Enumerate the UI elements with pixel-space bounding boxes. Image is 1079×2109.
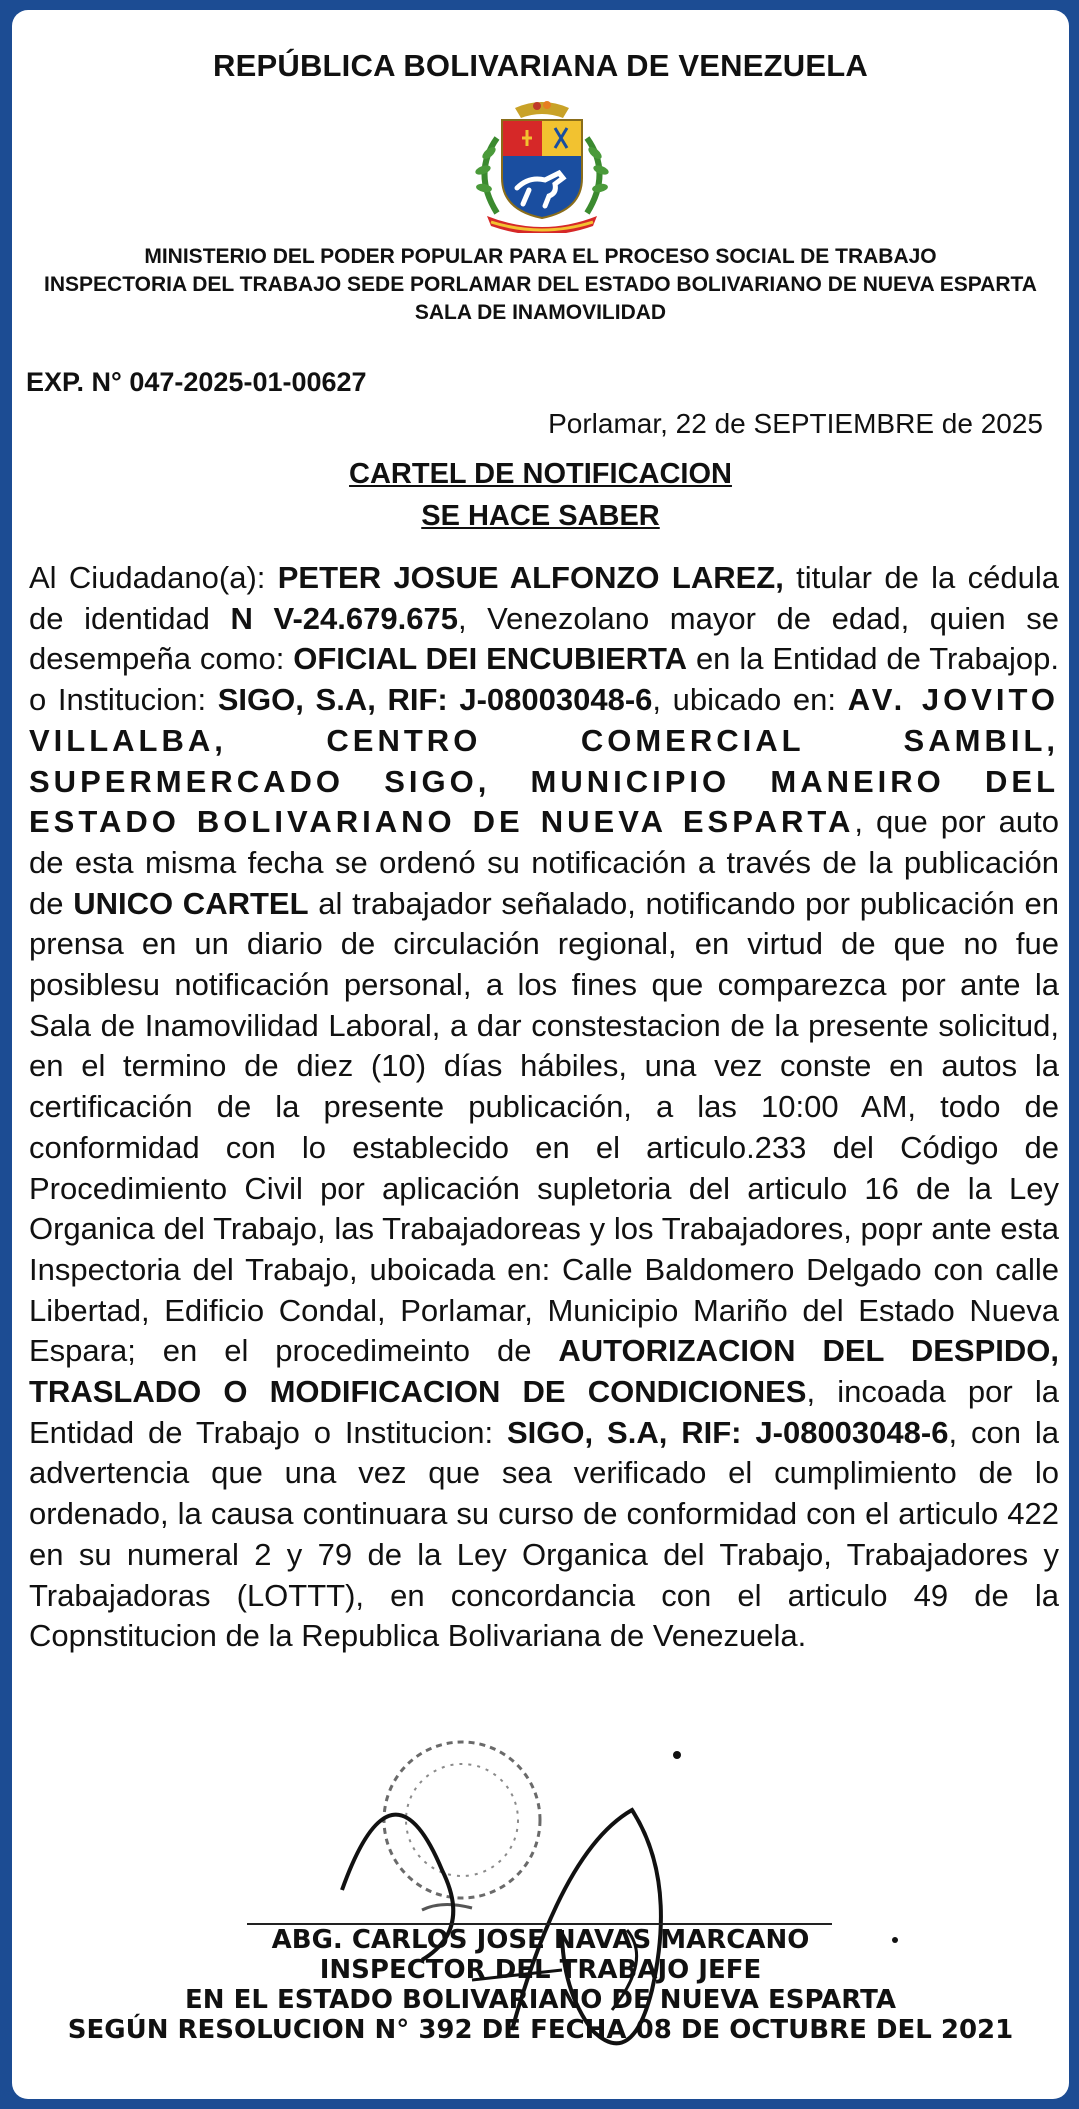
procedure-name: AUTORIZACION DEL DESPIDO, TRASLADO O MODIFICACION DE CONDICIONES: [29, 1333, 1059, 1410]
ministry-line-3: SALA DE INAMOVILIDAD: [414, 301, 667, 324]
body-text: , ubicado en:: [652, 682, 848, 718]
citizen-name: PETER JOSUE ALFONZO LAREZ,: [277, 560, 784, 595]
country-heading: REPÚBLICA BOLIVARIANA DE VENEZUELA: [213, 48, 868, 83]
body-text: , con la advertencia que una vez que sea verificado el cumplimiento de lo ordenado, la causa continuara su curso de conformidad con el articulo 422 en su numeral 2 y 79 de la Ley Organica del Trabajo, Trabajadores y Trabajadoras (LOTTT), en concordancia con el articulo 49 de la Copnstitucion de la Republica Bolivariana de Venezuela.: [29, 1414, 1060, 1654]
company-address: AV. JOVITO VILLALBA, CENTRO COMERCIAL SAMBIL, SUPERMERCADO SIGO, MUNICIPIO MANEIRO DEL ESTADO BOLIVARIANO DE NUEVA ESPARTA: [29, 682, 1060, 840]
notice-body: [29, 558, 1059, 1657]
body-text: en la Entidad de Trabajop. o Institucion:: [29, 641, 1059, 718]
signer-name: ABG. CARLOS JOSE NAVAS MARCANO: [271, 1925, 810, 1955]
body-text: titular de la cédula de identidad: [29, 560, 1059, 636]
signer-title: INSPECTOR DEL TRABAJO JEFE: [319, 1955, 762, 1985]
company-name: SIGO, S.A, RIF: J-08003048-6: [217, 682, 653, 718]
citizen-role: OFICIAL DEI ENCUBIERTA: [293, 641, 688, 677]
notice-title: CARTEL DE NOTIFICACION: [349, 458, 732, 490]
signer-resolution: SEGÚN RESOLUCION N° 392 DE FECHA 08 DE OCTUBRE DEL 2021: [67, 2015, 1014, 2045]
coat-of-arms-icon: [467, 98, 617, 233]
file-number: EXP. N° 047-2025-01-00627: [26, 367, 367, 397]
body-text: Al Ciudadano(a):: [29, 560, 278, 595]
signer-jurisdiction: EN EL ESTADO BOLIVARIANO DE NUEVA ESPARTA: [185, 1985, 896, 2015]
ministry-line-1: MINISTERIO DEL PODER POPULAR PARA EL PROCESO SOCIAL DE TRABAJO: [144, 245, 937, 268]
body-text: , que por auto de esta misma fecha se ordenó su notificación a través de la publicación de: [29, 804, 1059, 921]
company-name-2: SIGO, S.A, RIF: J-08003048-6: [507, 1414, 949, 1450]
body-text: al trabajador señalado, notificando por publicación en prensa en un diario de circulación regional, en virtud de que no fue posiblesu notificación personal, a los fines que comparezca por ante la Sala de Inamovilidad Laboral, a dar constestacion de la presente solicitud, en el termino de diez (10) días hábiles, una vez conste en autos la certificación de la presente publicación, a las 10:00 AM, todo de conformidad con lo establecido en el articulo.233 del Código de Procedimiento Civil por aplicación supletoria del articulo 16 de la Ley Organica del Trabajo, las Trabajadoreas y los Trabajadores, popr ante esta Inspectoria del Trabajo, uboicada en: Calle Baldomero Delgado con calle Libertad, Edificio Condal, Porlamar, Municipio Mariño del Estado Nueva Espara; en el procedimeinto de: [29, 885, 1059, 1369]
cartel-type: UNICO CARTEL: [73, 885, 309, 921]
citizen-id: N V-24.679.675: [230, 600, 458, 636]
notice-card: [12, 10, 1069, 2099]
notice-subtitle: SE HACE SABER: [421, 500, 660, 532]
body-text: , incoada por la Entidad de Trabajo o Institucion:: [29, 1374, 1059, 1450]
ministry-block: [12, 243, 1069, 327]
ministry-line-2: INSPECTORIA DEL TRABAJO SEDE PORLAMAR DEL ESTADO BOLIVARIANO DE NUEVA ESPARTA: [44, 273, 1037, 296]
body-text: , Venezolano mayor de edad, quien se desempeña como:: [29, 600, 1059, 677]
place-date: Porlamar, 22 de SEPTIEMBRE de 2025: [548, 408, 1043, 439]
